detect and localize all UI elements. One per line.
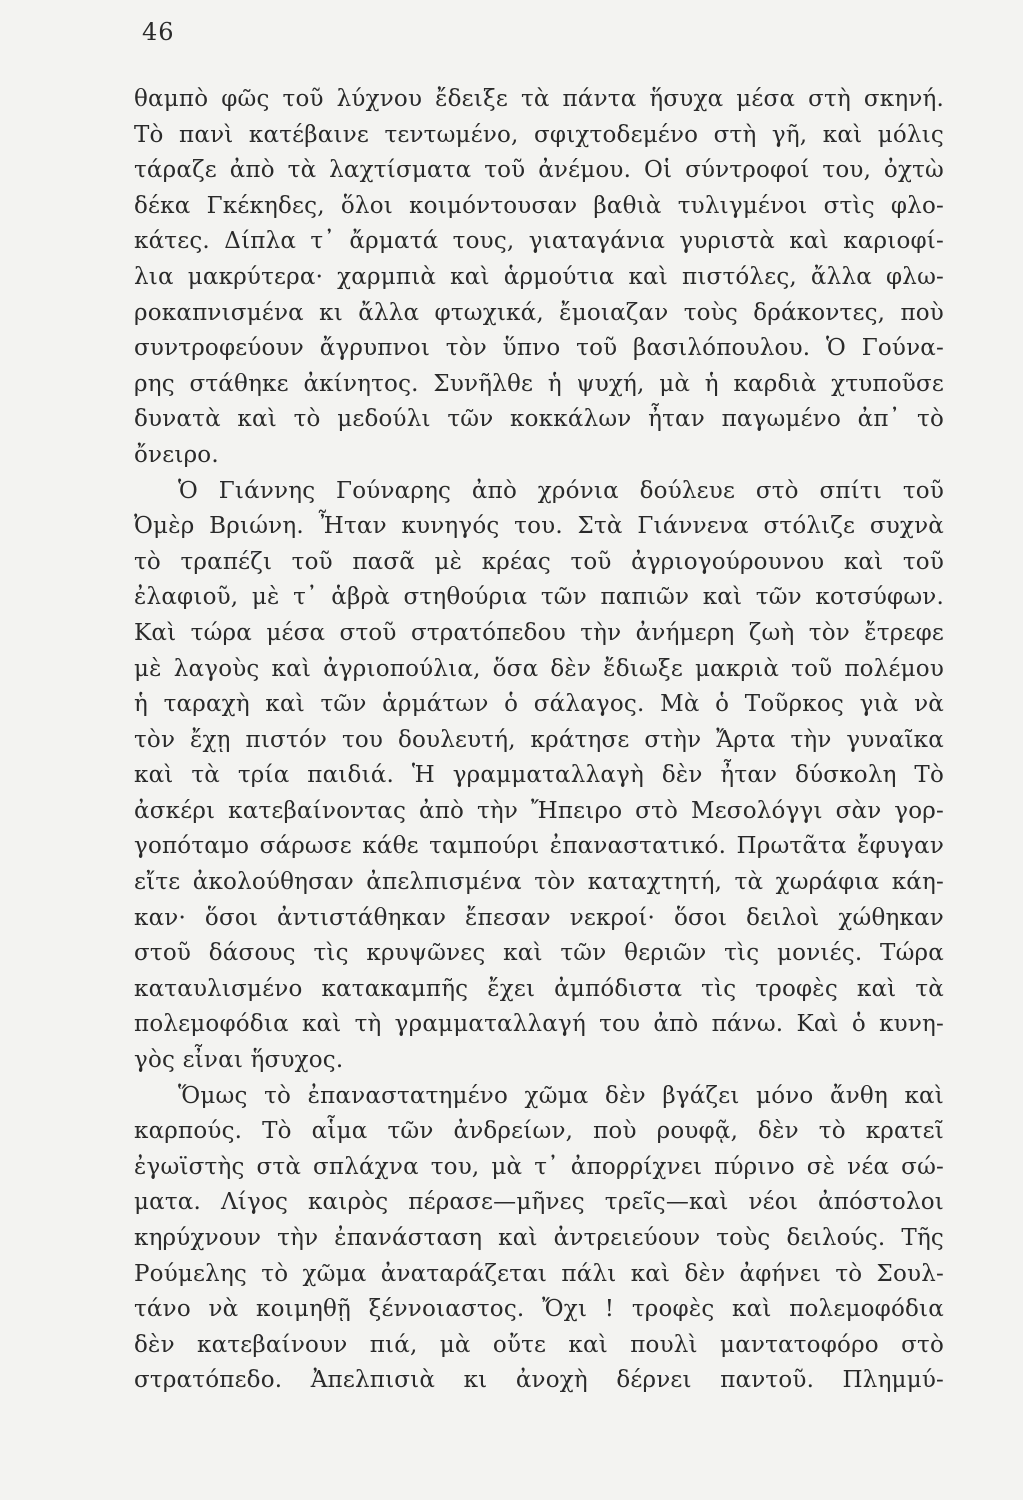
body-text [134, 82, 944, 1399]
text-line: ροκαπνισμένα κι ἄλλα φτωχικά, ἔμοιαζαν τοὺς δράκοντες, ποὺ [134, 299, 944, 326]
text-line: ἐλαφιοῦ, μὲ τ᾿ ἁβρὰ στηθούρια τῶν παπιῶν καὶ τῶν κοτσύφων. [134, 584, 944, 611]
text-line: Ρούμελης τὸ χῶμα ἀναταράζεται πάλι καὶ δὲν ἀφήνει τὸ Σουλ- [134, 1260, 944, 1287]
text-line: Τὸ πανὶ κατέβαινε τεντωμένο, σφιχτοδεμένο στὴ γῆ, καὶ μόλις [134, 121, 944, 148]
text-line: Ὁ Γιάννης Γούναρης ἀπὸ χρόνια δούλευε στὸ σπίτι τοῦ [178, 477, 944, 504]
text-line: γοπόταμο σάρωσε κάθε ταμπούρι ἐπαναστατικό. Πρωτᾶτα ἔφυγαν [134, 833, 944, 860]
text-line: ρης στάθηκε ἀκίνητος. Συνῆλθε ἡ ψυχή, μὰ ἡ καρδιὰ χτυποῦσε [134, 370, 944, 397]
page-number: 46 [142, 18, 175, 46]
text-line: δὲν κατεβαίνουν πιά, μὰ οὔτε καὶ πουλὶ μαντατοφόρο στὸ [134, 1331, 944, 1358]
text-line: τὸ τραπέζι τοῦ πασᾶ μὲ κρέας τοῦ ἀγριογούρουνου καὶ τοῦ [134, 548, 944, 575]
text-line: δέκα Γκέκηδες, ὅλοι κοιμόντουσαν βαθιὰ τυλιγμένοι στὶς φλο- [134, 192, 944, 219]
text-line: πολεμοφόδια καὶ τὴ γραμματαλλαγή του ἀπὸ πάνω. Καὶ ὁ κυνη- [134, 1011, 944, 1038]
text-line: Καὶ τώρα μέσα στοῦ στρατόπεδου τὴν ἀνήμερη ζωὴ τὸν ἔτρεφε [134, 619, 944, 646]
text-line: ἀσκέρι κατεβαίνοντας ἀπὸ τὴν Ἤπειρο στὸ Μεσολόγγι σὰν γορ- [134, 797, 944, 824]
text-line: στρατόπεδο. Ἀπελπισιὰ κι ἀνοχὴ δέρνει παντοῦ. Πλημμύ- [134, 1367, 944, 1394]
text-line: τάραζε ἀπὸ τὰ λαχτίσματα τοῦ ἀνέμου. Οἱ σύντροφοί του, ὀχτὼ [134, 157, 944, 184]
text-line: ὄνειρο. [134, 441, 219, 468]
text-line: δυνατὰ καὶ τὸ μεδούλι τῶν κοκκάλων ἦταν παγωμένο ἀπ᾿ τὸ [134, 406, 944, 433]
text-line: καταυλισμένο κατακαμπῆς ἔχει ἀμπόδιστα τὶς τροφὲς καὶ τὰ [134, 975, 944, 1002]
text-line: λια μακρύτερα· χαρμπιὰ καὶ ἁρμούτια καὶ πιστόλες, ἄλλα φλω- [134, 263, 944, 290]
text-line: μὲ λαγοὺς καὶ ἀγριοπούλια, ὅσα δὲν ἔδιωξε μακριὰ τοῦ πολέμου [134, 655, 944, 682]
text-line: ἡ ταραχὴ καὶ τῶν ἁρμάτων ὁ σάλαγος. Μὰ ὁ Τοῦρκος γιὰ νὰ [134, 691, 944, 718]
text-line: συντροφεύουν ἄγρυπνοι τὸν ὕπνο τοῦ βασιλόπουλου. Ὁ Γούνα- [134, 335, 944, 362]
text-line: θαμπὸ φῶς τοῦ λύχνου ἔδειξε τὰ πάντα ἥσυχα μέσα στὴ σκηνή. [134, 86, 944, 112]
text-line: καρπούς. Τὸ αἷμα τῶν ἀνδρείων, ποὺ ρουφᾷ, δὲν τὸ κρατεῖ [134, 1118, 944, 1145]
text-line: στοῦ δάσους τὶς κρυψῶνες καὶ τῶν θεριῶν τὶς μονιές. Τώρα [134, 940, 944, 967]
text-line: Ὅμως τὸ ἐπαναστατημένο χῶμα δὲν βγάζει μόνο ἄνθη καὶ [178, 1082, 944, 1109]
text-line: κάτες. Δίπλα τ᾿ ἄρματά τους, γιαταγάνια γυριστὰ καὶ καριοφί- [134, 228, 944, 255]
text-line: τάνο νὰ κοιμηθῇ ξέννοιαστος. Ὄχι ! τροφὲς καὶ πολεμοφόδια [134, 1296, 944, 1323]
text-line: εἴτε ἀκολούθησαν ἀπελπισμένα τὸν καταχτητή, τὰ χωράφια κάη- [134, 869, 944, 896]
text-line: ἐγωϊστὴς στὰ σπλάχνα του, μὰ τ᾿ ἀπορρίχνει πύρινο σὲ νέα σώ- [134, 1153, 944, 1180]
text-line: Ὀμὲρ Βριώνη. Ἦταν κυνηγός του. Στὰ Γιάννενα στόλιζε συχνὰ [134, 513, 944, 540]
text-line: καν· ὅσοι ἀντιστάθηκαν ἔπεσαν νεκροί· ὅσοι δειλοὶ χώθηκαν [134, 904, 944, 931]
text-line: καὶ τὰ τρία παιδιά. Ἡ γραμματαλλαγὴ δὲν ἦταν δύσκολη Τὸ [134, 762, 944, 789]
text-line: κηρύχνουν τὴν ἐπανάσταση καὶ ἀντρειεύουν τοὺς δειλούς. Τῆς [134, 1225, 944, 1251]
text-line: ματα. Λίγος καιρὸς πέρασε—μῆνες τρεῖς—καὶ νέοι ἀπόστολοι [134, 1189, 944, 1216]
text-line: γὸς εἶναι ἥσυχος. [134, 1047, 344, 1074]
text-line: τὸν ἔχῃ πιστόν του δουλευτή, κράτησε στὴν Ἄρτα τὴν γυναῖκα [134, 726, 944, 753]
